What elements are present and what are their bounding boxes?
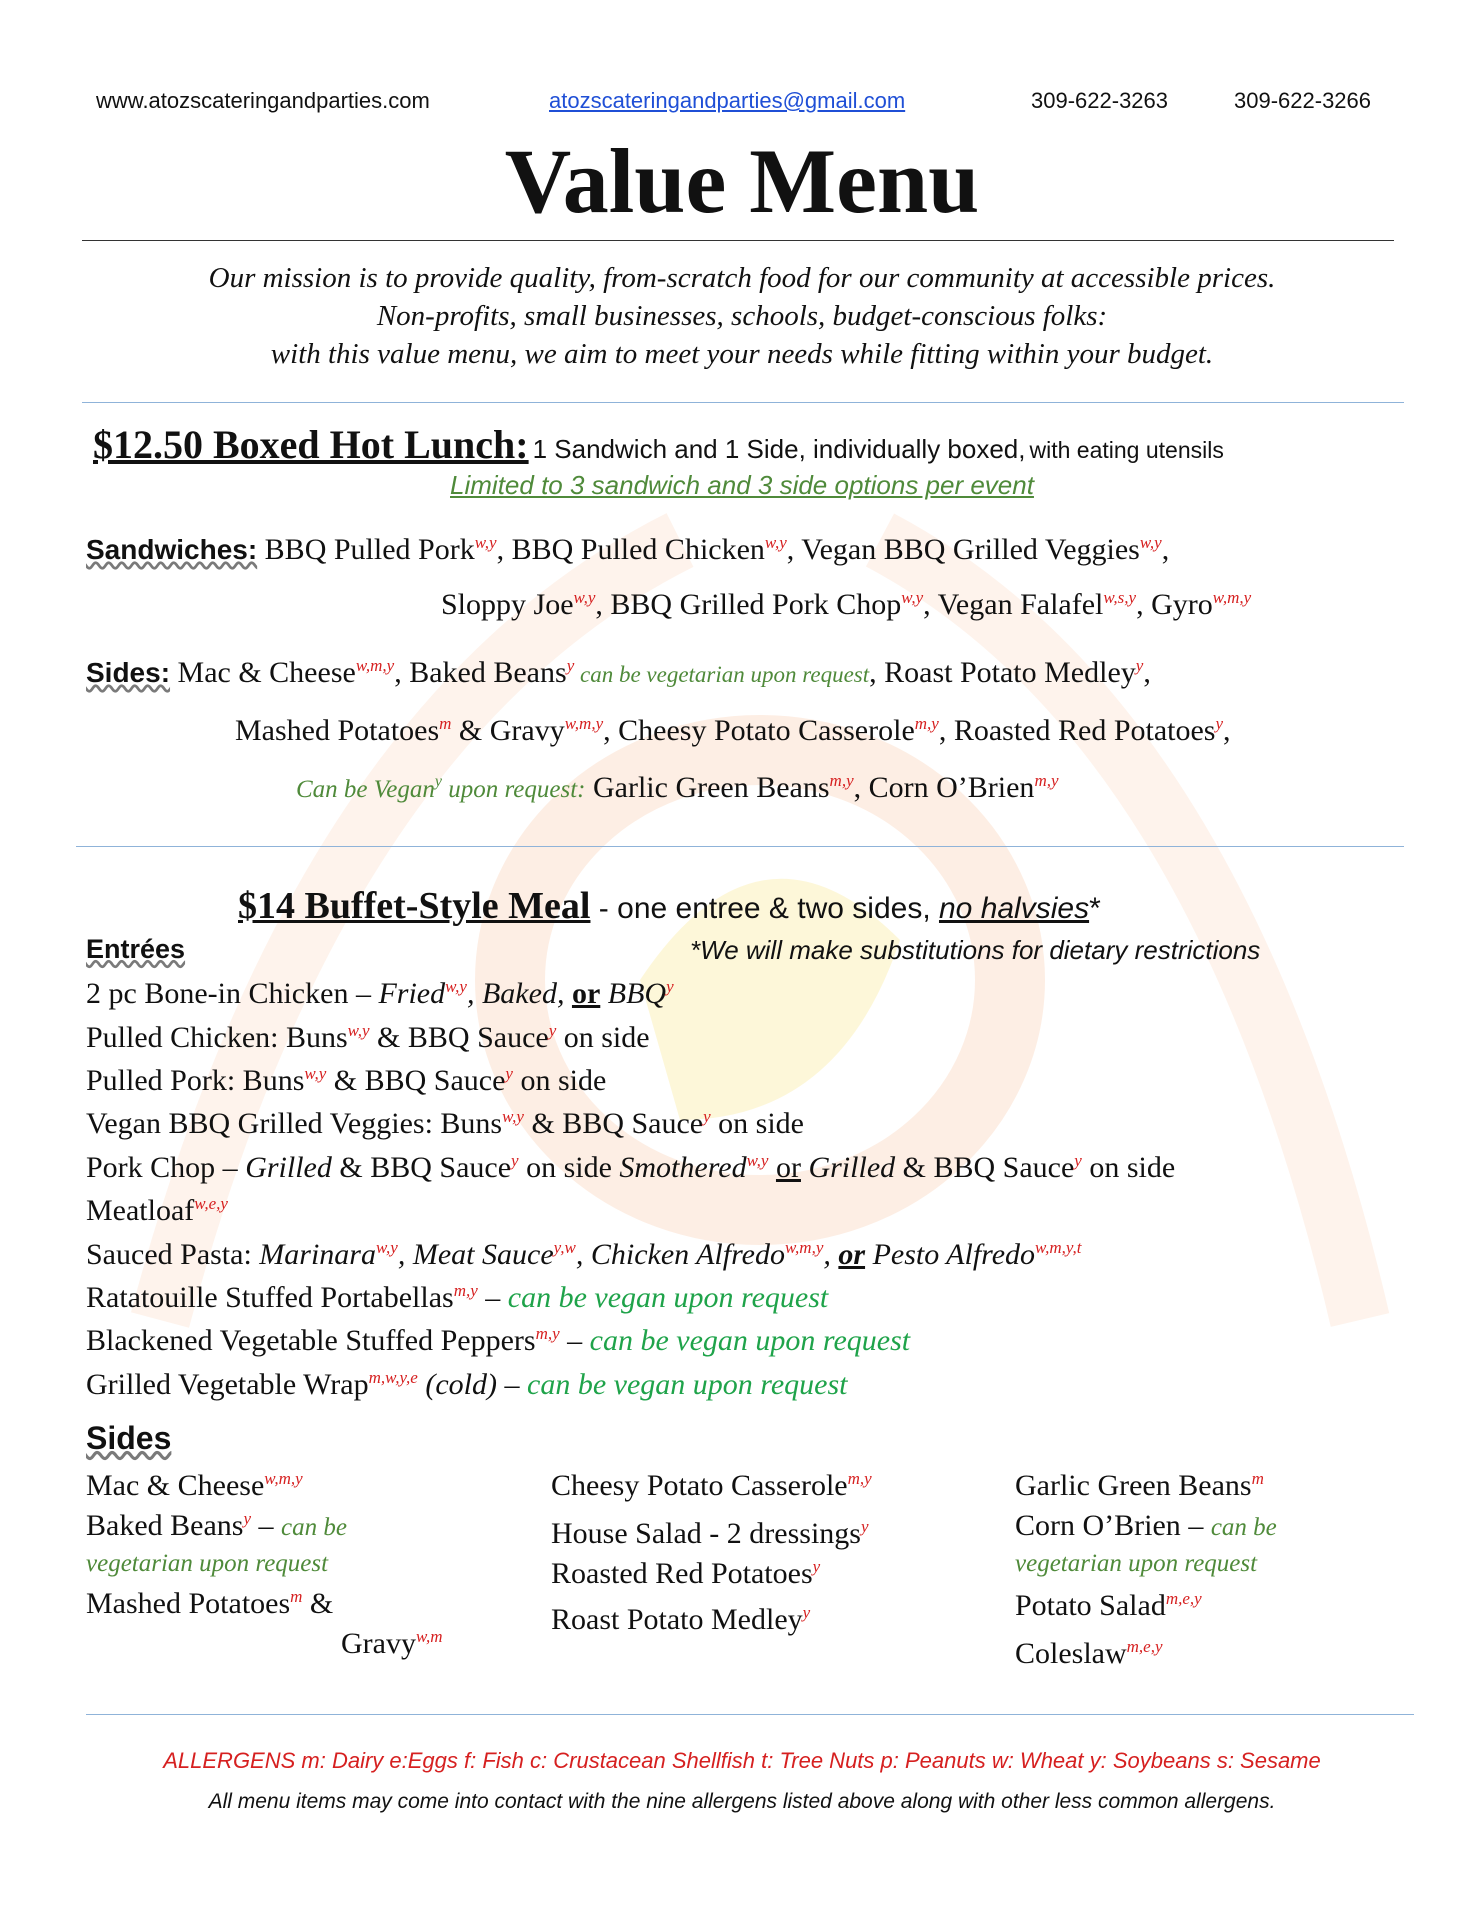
vegetarian-note: vegetarian upon request	[86, 1550, 329, 1577]
allergen-sup: w,y	[573, 588, 596, 607]
lunch-sides-items-3	[593, 771, 1059, 804]
entree-text: Grilled	[245, 1151, 332, 1184]
vegan-note: Can be Vegan	[296, 776, 435, 803]
separator	[451, 714, 459, 747]
allergen-disclaimer: All menu items may come into contact with the nine allergens listed above along with other less common allergens.	[208, 1790, 1276, 1813]
allergen-sup: w,y	[502, 1107, 524, 1126]
allergen-sup: w,m,y	[355, 656, 395, 675]
menu-item: BBQ Grilled Pork Chop	[610, 588, 902, 621]
side-text: Cheesy Potato Casserole	[551, 1469, 848, 1502]
menu-item: Cheesy Potato Casserole	[618, 714, 915, 747]
separator: ,	[923, 588, 938, 621]
vegan-note: can be vegan upon request	[527, 1368, 848, 1401]
vegetarian-note: can be	[1210, 1514, 1277, 1541]
entree-text: Pulled Chicken: Buns	[86, 1021, 348, 1054]
side-baked-beans	[86, 1506, 486, 1548]
side-text: Gravy	[341, 1627, 416, 1660]
allergen-sup: w,y	[1139, 533, 1162, 552]
allergen-sup: m,y	[453, 1281, 478, 1300]
buffet-asterisk: *	[1089, 892, 1101, 925]
allergen-sup: m,y	[829, 771, 854, 790]
allergen-sup: w,y	[474, 533, 497, 552]
entrees-label: Entrées	[86, 934, 186, 964]
sandwiches-label: Sandwiches:	[86, 534, 258, 565]
vegan-note: can be vegan upon request	[507, 1281, 829, 1314]
entree-portabellas	[86, 1281, 828, 1315]
sides-column-2	[551, 1466, 971, 1640]
separator: ,	[1143, 656, 1151, 689]
entree-pulled-chicken	[86, 1021, 650, 1055]
menu-item: BBQ Pulled Chicken	[511, 533, 765, 566]
menu-item: BBQ Pulled Pork	[264, 533, 475, 566]
menu-item: & Gravy	[458, 714, 565, 747]
lunch-sides-line-2	[235, 714, 1231, 748]
entree-text: , Baked,	[466, 977, 572, 1010]
separator: ,	[938, 714, 954, 747]
or-word: or	[838, 1238, 866, 1271]
entree-text: on side	[556, 1021, 650, 1054]
allergen-sup: w,y	[304, 1064, 327, 1083]
allergen-sup: m,y	[914, 714, 939, 733]
buffet-desc: - one entree & two sides,	[590, 892, 939, 925]
menu-item: Gyro	[1151, 588, 1213, 621]
allergen-sup: w,y	[347, 1021, 370, 1040]
or-word: or	[775, 1151, 801, 1184]
entree-text: & BBQ Sauce	[523, 1107, 704, 1140]
side-text: Potato Salad	[1015, 1589, 1166, 1622]
menu-item: Mac & Cheese	[177, 656, 356, 689]
allergen-sup: y,w	[553, 1238, 576, 1257]
side-red-potatoes	[551, 1554, 971, 1594]
entree-text: Pulled Pork: Buns	[86, 1064, 305, 1097]
allergen-sup: y	[243, 1509, 252, 1528]
menu-item: Roasted Red Potatoes	[953, 714, 1216, 747]
side-corn-obrien	[1015, 1506, 1435, 1548]
lunch-sides-items-1	[178, 656, 1151, 689]
allergen-sup: y	[511, 1151, 519, 1170]
allergen-sup: w,y	[901, 588, 924, 607]
section-rule	[82, 402, 1404, 403]
page-title: Value Menu	[504, 130, 980, 232]
entree-meatloaf	[86, 1194, 228, 1228]
separator: ,	[1136, 588, 1152, 621]
entree-sauced-pasta	[86, 1238, 1081, 1272]
vegan-note-sup: y	[434, 773, 442, 790]
allergen-sup: m	[439, 714, 452, 733]
allergen-sup: w,y	[375, 1238, 398, 1257]
menu-item: Baked Beans	[409, 656, 567, 689]
side-text: Corn O’Brien	[1015, 1509, 1181, 1542]
entree-text: Grilled Vegetable Wrap	[86, 1368, 369, 1401]
entree-text: on side	[512, 1064, 607, 1097]
entree-text: Grilled	[808, 1151, 896, 1184]
entree-text: (cold)	[417, 1368, 497, 1401]
allergen-sup: w,s,y	[1103, 588, 1137, 607]
allergen-sup: w,m	[415, 1627, 443, 1646]
allergen-sup: y	[505, 1064, 513, 1083]
side-text: &	[302, 1587, 334, 1620]
vegetarian-note: can be	[281, 1514, 347, 1541]
side-house-salad	[551, 1514, 971, 1554]
side-mac-cheese	[86, 1466, 486, 1506]
entree-text: 2 pc Bone-in Chicken –	[86, 977, 379, 1010]
sandwiches-line-1	[86, 533, 1169, 567]
entree-text: Sauced Pasta:	[86, 1238, 260, 1271]
allergen-legend: ALLERGENS m: Dairy e:Eggs f: Fish c: Crustacean Shellfish t: Tree Nuts p: Peanuts w: Wheat y: Soybeans s: Sesame	[163, 1748, 1321, 1773]
allergen-sup: m,y	[535, 1324, 560, 1343]
side-text: Roasted Red Potatoes	[551, 1557, 813, 1590]
sides-column-3	[1015, 1466, 1435, 1674]
side-text: Baked Beans	[86, 1509, 244, 1542]
side-text: Coleslaw	[1015, 1637, 1127, 1670]
allergen-sup: m,y	[1034, 771, 1059, 790]
side-potato-salad	[1015, 1586, 1435, 1626]
allergen-sup: y	[860, 1517, 869, 1536]
allergen-sup: m,y	[847, 1469, 872, 1488]
allergen-sup: y	[666, 977, 674, 996]
entree-text: Pork Chop –	[86, 1151, 246, 1184]
allergen-sup: m,e,y	[1126, 1637, 1163, 1656]
entree-bone-in-chicken	[86, 977, 674, 1011]
menu-item: Corn O’Brien	[868, 771, 1035, 804]
allergen-sup: w,m,y,t	[1035, 1238, 1082, 1257]
entree-text: , Meat Sauce	[397, 1238, 554, 1271]
buffet-heading	[238, 884, 1101, 928]
side-text: –	[251, 1509, 282, 1542]
allergen-sup: m	[1251, 1469, 1264, 1488]
separator: ,	[869, 656, 885, 689]
allergen-sup: m	[290, 1587, 303, 1606]
mission-line-1: Our mission is to provide quality, from-scratch food for our community at accessible prices.	[208, 262, 1276, 294]
allergen-sup: w,e,y	[194, 1194, 228, 1213]
boxed-lunch-utensils: with eating utensils	[1029, 437, 1224, 463]
menu-item: Mashed Potatoes	[235, 714, 440, 747]
allergen-sup: w,y	[746, 1151, 769, 1170]
menu-item: Vegan Falafel	[937, 588, 1104, 621]
boxed-lunch-title: $12.50 Boxed Hot Lunch:	[93, 422, 529, 467]
side-text: –	[1180, 1509, 1211, 1542]
boxed-lunch-limit: Limited to 3 sandwich and 3 side options per event	[450, 470, 1034, 500]
entree-text: & BBQ Sauce	[369, 1021, 549, 1054]
side-casserole	[551, 1466, 971, 1506]
allergen-sup: y	[548, 1021, 557, 1040]
sandwiches-line-2	[441, 588, 1251, 622]
allergen-sup: y	[812, 1557, 821, 1576]
allergen-sup: m,e,y	[1165, 1589, 1202, 1608]
entree-text: Marinara	[259, 1238, 376, 1271]
entree-text: –	[477, 1281, 508, 1314]
allergen-sup: w,y	[445, 977, 467, 996]
boxed-lunch-desc: 1 Sandwich and 1 Side, individually boxed,	[532, 434, 1026, 464]
allergen-sup: y	[703, 1107, 711, 1126]
side-gravy	[86, 1624, 486, 1664]
entree-text: on side	[710, 1107, 804, 1140]
buffet-title: $14 Buffet-Style Meal	[238, 885, 591, 927]
allergen-sup: w,m,y	[564, 714, 604, 733]
sandwiches-items-2	[441, 588, 1251, 621]
vegetarian-note: vegetarian upon request	[1015, 1550, 1258, 1577]
entree-text: & BBQ Sauce	[326, 1064, 506, 1097]
entree-text: Blackened Vegetable Stuffed Peppers	[86, 1324, 536, 1357]
mission-line-2: Non-profits, small businesses, schools, budget-conscious folks:	[376, 300, 1108, 332]
lunch-sides-label: Sides:	[86, 657, 171, 688]
phone-1: 309-622-3263	[1031, 88, 1169, 113]
allergen-sup: m,w,y,e	[368, 1368, 418, 1387]
entree-text: on side	[1081, 1151, 1176, 1184]
entree-text: & BBQ Sauce	[895, 1151, 1075, 1184]
buffet-sides-label: Sides	[86, 1420, 172, 1456]
buffet-no-halvsies: no halvsies	[938, 892, 1090, 925]
phone-2: 309-622-3266	[1234, 88, 1372, 113]
entree-pork-chop	[86, 1151, 1175, 1185]
side-potato-medley	[551, 1600, 971, 1640]
website-link[interactable]: www.atozscateringandparties.com	[96, 88, 430, 113]
separator: ,	[595, 588, 611, 621]
allergen-sup: y	[566, 656, 575, 675]
title-rule	[82, 240, 1394, 241]
side-mashed-potatoes	[86, 1584, 486, 1624]
allergen-sup: w,m,y	[784, 1238, 824, 1257]
lunch-sides-line-1	[86, 656, 1151, 690]
separator: ,	[853, 771, 869, 804]
entree-text: ,	[823, 1238, 839, 1271]
mission-line-3: with this value menu, we aim to meet your needs while fitting within your budget.	[270, 338, 1214, 370]
allergen-sup: y	[1135, 656, 1144, 675]
email-link[interactable]: atozscateringandparties@gmail.com	[549, 88, 906, 113]
allergen-sup: y	[1074, 1151, 1082, 1170]
vegetarian-note: can be vegetarian upon request	[574, 662, 870, 687]
side-text: Roast Potato Medley	[551, 1603, 803, 1636]
entree-text: BBQ	[600, 977, 667, 1010]
separator: ,	[786, 533, 802, 566]
lunch-sides-items-2	[235, 714, 1231, 747]
boxed-lunch-heading	[93, 421, 1224, 468]
sandwiches-items-1	[265, 533, 1170, 566]
allergen-sup: w,m,y	[1212, 588, 1252, 607]
menu-item: Vegan BBQ Grilled Veggies	[801, 533, 1140, 566]
separator: ,	[496, 533, 512, 566]
menu-item: Roast Potato Medley	[884, 656, 1136, 689]
entree-text: Vegan BBQ Grilled Veggies: Buns	[86, 1107, 503, 1140]
allergen-sup: w,y	[764, 533, 787, 552]
separator: ,	[394, 656, 410, 689]
entree-text: , Chicken Alfredo	[575, 1238, 785, 1271]
entree-veg-wrap	[86, 1368, 847, 1402]
entree-pulled-pork	[86, 1064, 606, 1098]
entree-text: Smothered	[619, 1151, 747, 1184]
lunch-sides-line-3	[296, 771, 1059, 805]
entree-vegan-veggies	[86, 1107, 804, 1141]
or-word: or	[571, 977, 601, 1010]
menu-item: Sloppy Joe	[441, 588, 574, 621]
separator: ,	[1161, 533, 1170, 566]
separator: ,	[1223, 714, 1231, 747]
allergen-sup: y	[802, 1603, 811, 1622]
vegan-note: can be vegan upon request	[589, 1324, 911, 1357]
side-text: Garlic Green Beans	[1015, 1469, 1252, 1502]
side-text: Mashed Potatoes	[86, 1587, 291, 1620]
substitution-note: *We will make substitutions for dietary restrictions	[690, 935, 1261, 965]
side-coleslaw	[1015, 1634, 1435, 1674]
side-green-beans	[1015, 1466, 1435, 1506]
section-rule-2	[76, 846, 1404, 847]
entree-text: –	[497, 1368, 527, 1401]
sides-column-1	[86, 1466, 486, 1664]
entree-text: Ratatouille Stuffed Portabellas	[86, 1281, 454, 1314]
menu-item: Garlic Green Beans	[592, 771, 830, 804]
vegan-note-tail: upon request:	[441, 776, 586, 803]
allergen-sup: w,m,y	[264, 1469, 303, 1488]
entree-text: Fried	[378, 977, 446, 1010]
entree-text: –	[559, 1324, 590, 1357]
allergen-sup: y	[1215, 714, 1224, 733]
separator: ,	[603, 714, 619, 747]
entree-peppers	[86, 1324, 910, 1358]
footer-rule	[86, 1714, 1414, 1715]
entree-text: Meatloaf	[86, 1194, 195, 1227]
entree-text: on side	[518, 1151, 620, 1184]
entree-text: & BBQ Sauce	[331, 1151, 512, 1184]
entree-text: Pesto Alfredo	[865, 1238, 1036, 1271]
side-text: House Salad - 2 dressings	[551, 1517, 861, 1550]
side-text: Mac & Cheese	[86, 1469, 265, 1502]
